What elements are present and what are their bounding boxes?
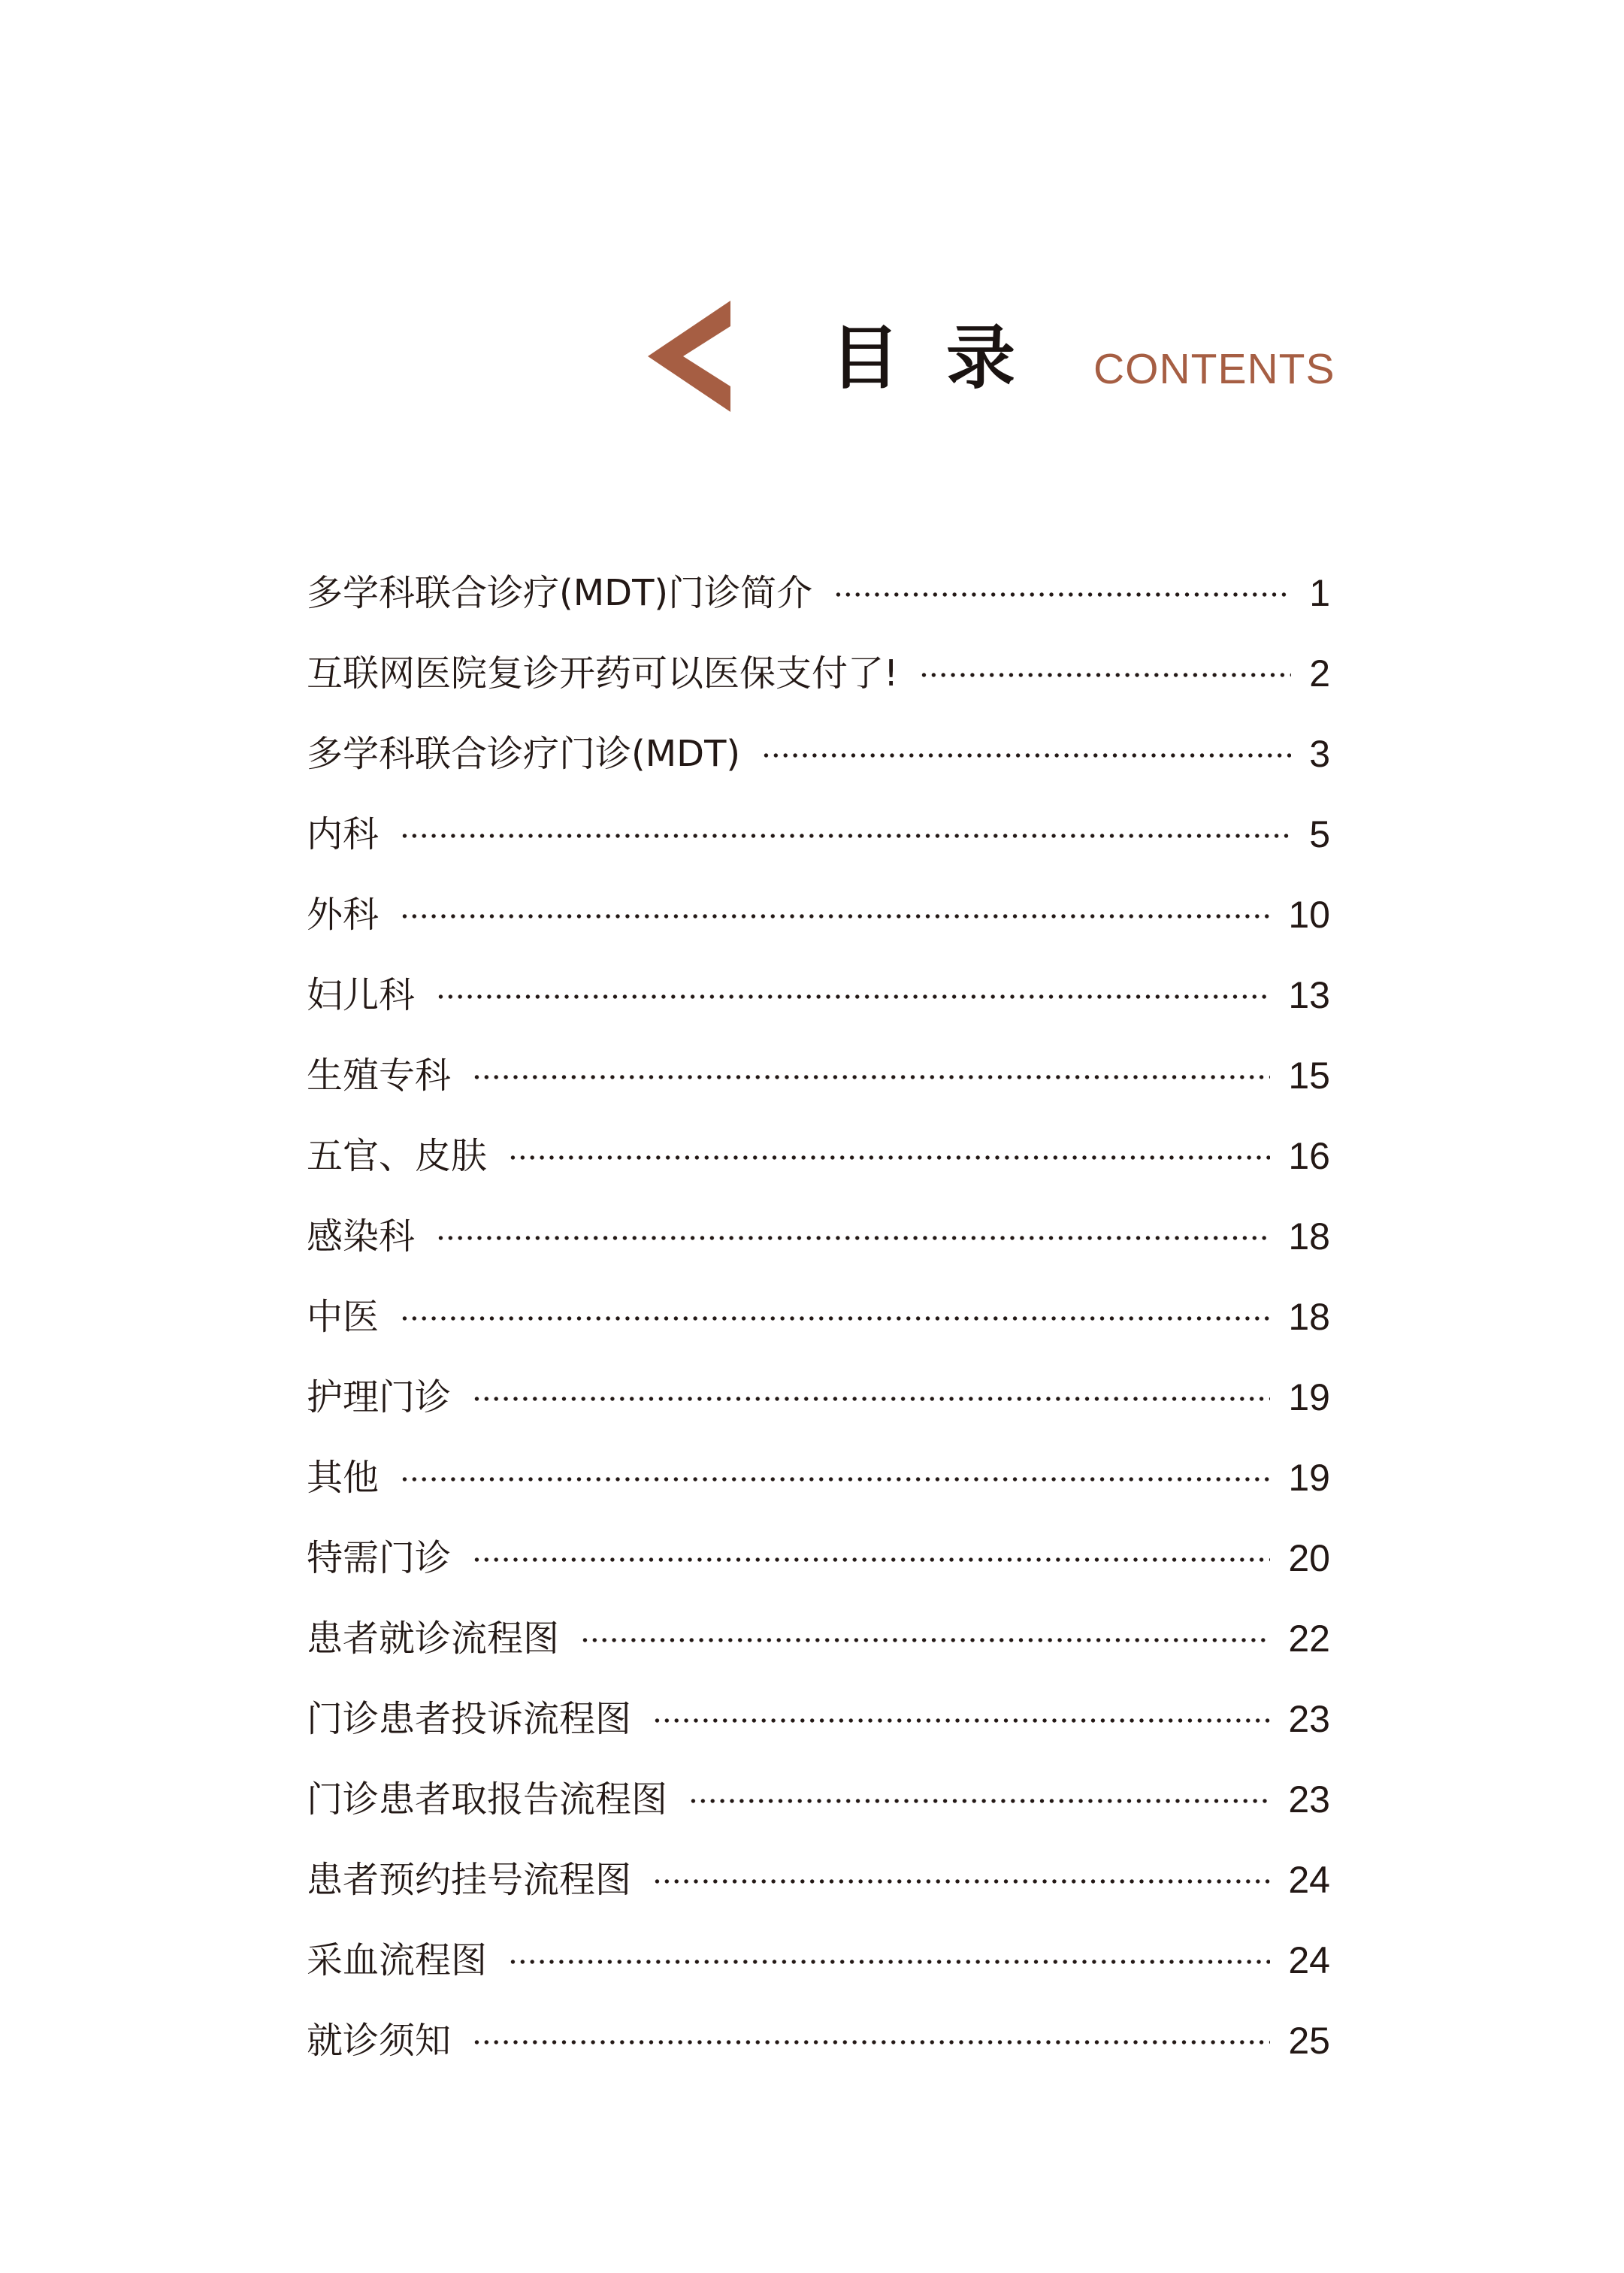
dot-leader [688,1799,1270,1803]
toc-entry-page: 10 [1288,893,1330,936]
toc-entry-title: 妇儿科 [307,973,416,1016]
toc-entry[interactable] [307,1035,1330,1115]
dot-leader [436,994,1270,999]
toc-entry-page: 23 [1288,1778,1330,1821]
toc-entry[interactable] [307,1437,1330,1518]
toc-entry[interactable] [307,1759,1330,1839]
toc-entry-title: 门诊患者投诉流程图 [307,1697,632,1740]
toc-entry-page: 16 [1288,1134,1330,1177]
toc-entry-title: 内科 [307,813,380,855]
dot-leader [400,1477,1270,1482]
toc-entry-page: 24 [1288,1858,1330,1901]
toc-entry-title: 采血流程图 [307,1939,488,1981]
toc-entry-page: 3 [1309,732,1330,775]
toc-entry-title: 多学科联合诊疗门诊(MDT) [307,732,741,775]
toc-entry[interactable] [307,1678,1330,1759]
chevron-left-icon [648,301,734,412]
toc-entry-title: 多学科联合诊疗(MDT)门诊简介 [307,571,813,614]
toc-entry[interactable] [307,713,1330,794]
toc-entry[interactable] [307,1518,1330,1598]
toc-entry-title: 患者预约挂号流程图 [307,1858,632,1901]
dot-leader [508,1155,1270,1160]
toc-entry-page: 22 [1288,1617,1330,1660]
toc-entry[interactable] [307,1276,1330,1357]
toc-entry-title: 特需门诊 [307,1536,452,1579]
toc-entry[interactable] [307,955,1330,1035]
toc-entry-title: 外科 [307,893,380,936]
toc-entry-title: 其他 [307,1456,380,1499]
toc-entry[interactable] [307,1196,1330,1276]
toc-entry[interactable] [307,552,1330,633]
dot-leader [833,592,1291,597]
toc-entry-page: 2 [1309,652,1330,695]
dot-leader [761,753,1291,758]
page-title-english: CONTENTS [1093,345,1335,393]
toc-entry[interactable] [307,1920,1330,2000]
dot-leader [472,1075,1270,1079]
dot-leader [919,673,1291,677]
table-of-contents [307,552,1330,2081]
toc-entry-title: 感染科 [307,1215,416,1258]
dot-leader [472,1557,1270,1562]
toc-entry-title: 门诊患者取报告流程图 [307,1778,668,1821]
dot-leader [652,1879,1270,1884]
dot-leader [472,1397,1270,1401]
toc-entry-title: 护理门诊 [307,1376,452,1418]
toc-entry-page: 1 [1309,571,1330,614]
dot-leader [400,914,1270,919]
toc-entry-page: 23 [1288,1697,1330,1740]
toc-entry-title: 互联网医院复诊开药可以医保支付了! [307,652,899,695]
toc-entry-title: 生殖专科 [307,1054,452,1097]
toc-entry[interactable] [307,794,1330,874]
toc-entry-page: 5 [1309,813,1330,855]
toc-entry-page: 18 [1288,1295,1330,1338]
toc-entry-title: 五官、皮肤 [307,1134,488,1177]
toc-entry[interactable] [307,1115,1330,1196]
toc-entry[interactable] [307,633,1330,713]
toc-entry-page: 25 [1288,2019,1330,2062]
dot-leader [580,1638,1270,1642]
toc-entry[interactable] [307,1839,1330,1920]
toc-entry-page: 20 [1288,1536,1330,1579]
dot-leader [472,2040,1270,2044]
dot-leader [400,1316,1270,1321]
toc-entry[interactable] [307,1357,1330,1437]
toc-entry-page: 24 [1288,1939,1330,1981]
toc-entry-page: 15 [1288,1054,1330,1097]
page-title: 目录 [830,318,1063,398]
toc-entry-page: 19 [1288,1376,1330,1418]
toc-entry[interactable] [307,2000,1330,2081]
toc-entry-page: 18 [1288,1215,1330,1258]
contents-header [0,301,1624,413]
toc-entry-title: 就诊须知 [307,2019,452,2062]
toc-entry-title: 患者就诊流程图 [307,1617,560,1660]
dot-leader [652,1718,1270,1723]
toc-entry-page: 13 [1288,973,1330,1016]
dot-leader [436,1236,1270,1240]
toc-entry-title: 中医 [307,1295,380,1338]
toc-entry-page: 19 [1288,1456,1330,1499]
toc-entry[interactable] [307,874,1330,955]
toc-entry[interactable] [307,1598,1330,1678]
dot-leader [400,834,1291,838]
dot-leader [508,1960,1270,1964]
